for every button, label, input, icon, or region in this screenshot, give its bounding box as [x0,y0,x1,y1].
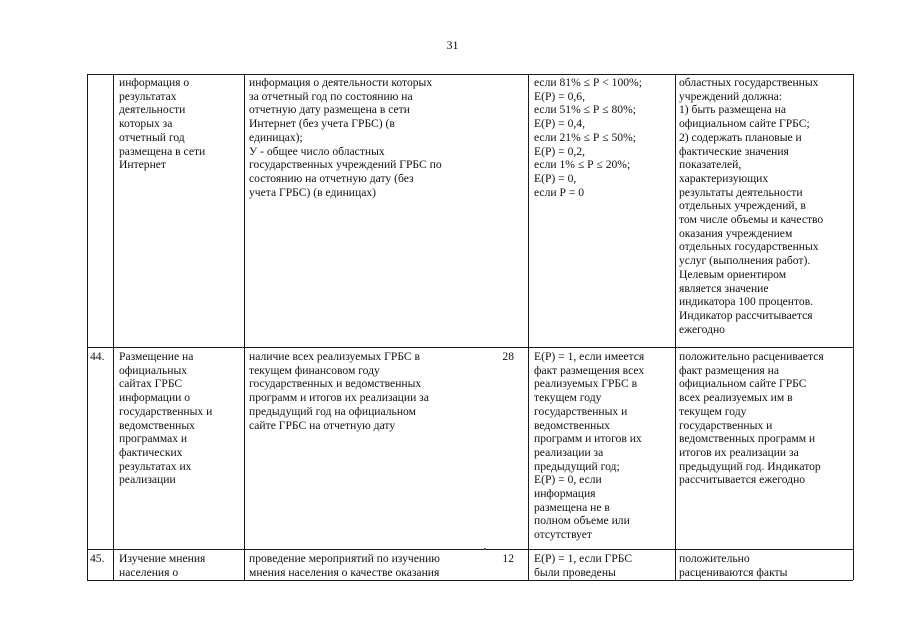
table-border-top [87,74,853,75]
table-border-left [87,74,88,580]
evaluation-rule: Е(Р) = 1, если ГРБС были проведены [534,552,633,579]
indicator-comment: положительно расцениваются факты [679,552,788,579]
column-divider [675,74,676,580]
column-divider [528,74,529,580]
evaluation-rule: Е(Р) = 1, если имеется факт размещения всех реализуемых ГРБС в текущем году государственных и ведомственных программ и итогов их реализации за предыдущий год; Е(Р) = 0, если информация размещена не в полном объеме или отсутствует [534,350,645,542]
row-divider [87,549,853,550]
indicator-name: Изучение мнения населения о [119,552,206,579]
calculation-formula: проведение мероприятий по изучению мнения населения о качестве оказания [249,552,440,579]
table-border-bottom [87,580,853,581]
indicator-name: информация о результатах деятельности которых за отчетный год размещена в сети Интернет [119,76,206,172]
max-score: 28 [502,350,514,363]
table-border-right [853,74,854,580]
scan-speck [484,548,486,550]
column-divider [113,74,114,580]
indicator-comment: областных государственных учреждений должна: 1) быть размещена на официальном сайте ГРБС; 2) содержать плановые и фактические значения показателей, характеризующих результаты деятельности отдельных учреждений, в том числе объемы и качество оказания учреждением отдельных государственных услуг (выполнения работ). Целевым ориентиром является значение индикатора 100 процентов. Индикатор рассчитывается ежегодно [679,76,824,336]
column-divider [244,74,245,580]
indicator-name: Размещение на официальных сайтах ГРБС информации о государственных и ведомственных программах и фактических результатах их реализации [119,350,213,487]
calculation-formula: информация о деятельности которых за отчетный год по состоянию на отчетную дату размещена в сети Интернет (без учета ГРБС) (в единицах); У - общее число областных государственных учреждений ГРБС по состоянию на отчетную дату (без учета ГРБС) (в единицах) [249,76,442,199]
indicator-comment: положительно расценивается факт размещения на официальном сайте ГРБС всех реализуемых им в текущем году государственных и ведомственных программ и итогов их реализации за предыдущий год. Индикатор рассчитывается ежегодно [679,350,824,487]
calculation-formula: наличие всех реализуемых ГРБС в текущем финансовом году государственных и ведомственных программ и итогов их реализации за предыдущий год на официальном сайте ГРБС на отчетную дату [249,350,429,432]
evaluation-rule: если 81% ≤ Р < 100%; Е(Р) = 0,6, если 51% ≤ Р ≤ 80%; Е(Р) = 0,4, если 21% ≤ Р ≤ 50%; Е(Р) = 0,2, если 1% ≤ Р ≤ 20%; Е(Р) = 0, если Р = 0 [534,76,642,199]
row-number: 44. [90,350,105,363]
row-number: 45. [90,552,105,565]
row-divider [87,347,853,348]
max-score: 12 [502,552,514,565]
page-number: 31 [446,38,459,52]
